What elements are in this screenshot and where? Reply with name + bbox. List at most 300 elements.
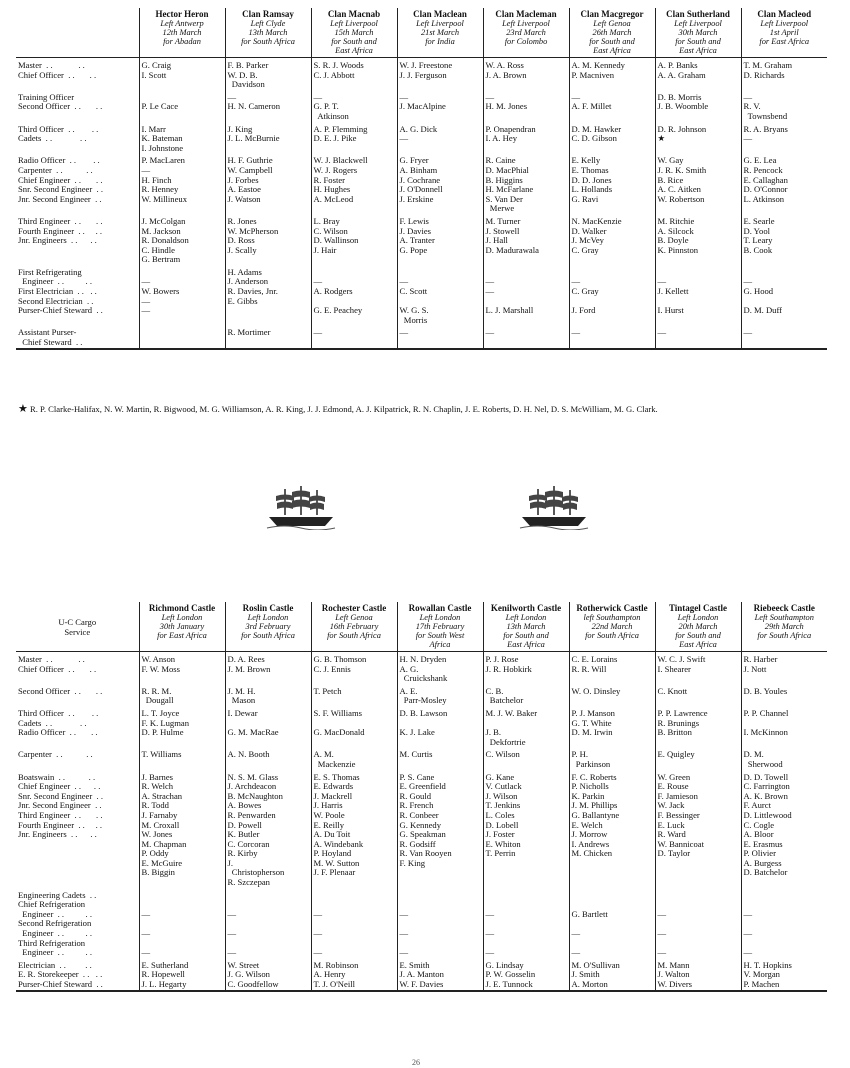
crew-names: P. H. Parkinson xyxy=(571,749,611,769)
crew-names: W. C. J. Swift I. Shearer xyxy=(657,654,706,674)
crew-cell xyxy=(741,325,827,348)
crew-names: P. J. Rose J. R. Hobkirk xyxy=(485,654,532,674)
crew-cell xyxy=(483,153,569,214)
crew-names: H. Adams J. Anderson R. Davies, Jnr. E. Gibbs xyxy=(227,266,278,306)
crew-names: N. MacKenzie D. Walker J. McVey C. Gray xyxy=(571,215,622,255)
crew-names: F. C. Roberts P. Nicholls K. Parkin J. M. Phillips G. Ballantyne E. Welch J. Morrow I. Andrews M. Chicken xyxy=(571,771,620,859)
ship-header xyxy=(397,602,483,652)
crew-names: — A. Rodgers G. E. Peachey xyxy=(313,276,363,316)
crew-names: F. B. Parker W. D. B. Davidson xyxy=(227,60,269,90)
rank-label: Third Engineer . . . . Fourth Engineer . . . . Jnr. Engineers . . . . xyxy=(18,215,103,246)
crew-names: D. B. Youles xyxy=(743,685,788,696)
voyage-detail: Left Genoa xyxy=(593,19,631,28)
ship-name: Rotherwick Castle xyxy=(576,603,648,613)
voyage-detail: Left Liverpool xyxy=(416,19,464,28)
crew-names: R. Caine D. MacPhial B. Higgins H. McFarlane S. Van Der Merwe xyxy=(485,155,534,214)
rank-label: Radio Officer . . . . Carpenter . . . . Chief Engineer . . . . Snr. Second Engineer . . Jnr. Second Engineer . . xyxy=(18,155,103,204)
voyage-detail: for South Africa xyxy=(241,37,295,46)
rank-label: Boatswain . . . . Chief Engineer . . . . Snr. Second Engineer . . Jnr. Second Engineer . . Third Engineer . . . . Fourth Engineer . . . . Jnr. Engineers . . . . xyxy=(18,771,103,840)
crew-row xyxy=(16,770,827,888)
crew-names: — — L. J. Marshall xyxy=(485,276,534,316)
crew-cell xyxy=(397,122,483,154)
crew-names: D. M. Sherwood xyxy=(743,749,783,769)
voyage-detail: East Africa xyxy=(679,640,717,649)
crew-row xyxy=(16,153,827,214)
ship-name: Clan Macgregor xyxy=(580,9,644,19)
crew-cell xyxy=(139,90,225,122)
crew-cell xyxy=(311,325,397,348)
crew-cell xyxy=(569,958,655,991)
crew-rows xyxy=(16,652,827,991)
crew-cell xyxy=(225,652,311,684)
voyage-detail: 22nd March xyxy=(591,622,633,631)
voyage-detail: 23rd March xyxy=(506,28,546,37)
crew-names: — xyxy=(657,327,667,338)
crew-cell xyxy=(225,958,311,991)
page-number: 26 xyxy=(412,1058,420,1067)
crew-names: P. MacLaren — H. Finch R. Henney W. Millineux xyxy=(141,155,188,204)
crew-cell xyxy=(741,90,827,122)
crew-names: E. Sutherland R. Hopewell J. L. Hegarty xyxy=(141,959,189,989)
crew-cell xyxy=(483,684,569,706)
voyage-detail: East Africa xyxy=(335,46,373,55)
crew-cell xyxy=(225,706,311,747)
crew-cell xyxy=(397,706,483,747)
crew-cell xyxy=(139,747,225,769)
crew-names: L. Bray C. Wilson D. Wallinson J. Hair xyxy=(313,215,359,255)
crew-cell xyxy=(311,747,397,769)
crew-names: J. M. H. Mason xyxy=(227,685,256,706)
voyage-detail: Left London xyxy=(247,613,289,622)
crew-cell xyxy=(483,90,569,122)
voyage-detail: 26th March xyxy=(592,28,632,37)
voyage-detail: for South Africa xyxy=(757,631,812,640)
crew-cell xyxy=(225,325,311,348)
crew-cell xyxy=(655,325,741,348)
voyage-detail: Left Liverpool xyxy=(760,19,809,28)
crew-cell xyxy=(741,706,827,747)
crew-names: — — — xyxy=(485,908,495,958)
voyage-detail: 3rd February xyxy=(245,622,291,631)
crew-names: H. N. Dryden A. G. Cruickshank xyxy=(399,654,448,684)
voyage-detail: East Africa xyxy=(507,640,545,649)
crew-rows xyxy=(16,58,827,349)
crew-cell xyxy=(569,90,655,122)
rank-label: Engineering Cadets . . Chief Refrigeration Engineer . . . . Second Refrigeration Engineer . . . . Third Refrigeration Engineer . . . . xyxy=(18,889,97,958)
crew-names: M. Mann J. Walton W. Divers xyxy=(657,959,693,989)
voyage-detail: for South and xyxy=(675,631,721,640)
crew-names: C. B. Batchelor xyxy=(485,685,524,706)
crew-cell xyxy=(139,214,225,265)
voyage-detail: for South Africa xyxy=(585,631,639,640)
crew-cell xyxy=(139,652,225,684)
crew-names: — H. M. Jones xyxy=(485,91,528,112)
crew-cell xyxy=(139,888,225,958)
crew-names: J. McColgan M. Jackson R. Donaldson C. Hindle G. Bertram xyxy=(141,215,189,265)
rank-label: Third Officer . . . . Cadets . . . . Radio Officer . . . . xyxy=(18,707,99,738)
crew-names: C. Knott xyxy=(657,685,688,696)
voyage-detail: Left Antwerp xyxy=(160,19,204,28)
star-icon: ★ xyxy=(18,403,28,415)
crew-row xyxy=(16,90,827,122)
crew-names: P. J. Manson G. T. White D. M. Irwin xyxy=(571,707,615,738)
crew-names: A. P. Banks A. A. Graham xyxy=(657,60,706,80)
crew-names: T. M. Graham D. Richards xyxy=(743,60,793,80)
crew-table-uc-cargo xyxy=(16,602,827,992)
crew-names: M. J. W. Baker J. B. Dekfortrie xyxy=(485,707,538,747)
crew-names: J. Barnes R. Welch A. Strachan R. Todd J. Farnaby M. Croxall W. Jones M. Chapman P. Oddy E. McGuire B. Biggin xyxy=(141,771,187,878)
crew-cell xyxy=(139,122,225,154)
crew-cell xyxy=(741,684,827,706)
crew-names: E. S. Thomas E. Edwards J. Mackrell J. Harris W. Poole E. Reilly A. Du Toit A. Windebank P. Hoyland M. W. Sutton J. F. Plenaar xyxy=(313,771,364,878)
crew-cell xyxy=(397,888,483,958)
crew-names: D. A. Rees J. M. Brown xyxy=(227,654,271,674)
crew-cell xyxy=(569,706,655,747)
crew-names: P. Le Cace xyxy=(141,101,179,112)
crew-names: W. J. Blackwell W. J. Rogers R. Foster H. Hughes A. McLeod xyxy=(313,155,368,204)
voyage-detail: left Southampton xyxy=(583,613,641,622)
crew-cell xyxy=(655,58,741,90)
crew-cell xyxy=(139,770,225,888)
crew-names: G. E. Lea R. Pencock E. Callaghan D. O'Connor L. Atkinson xyxy=(743,155,788,204)
crew-cell xyxy=(139,153,225,214)
crew-cell xyxy=(655,958,741,991)
rank-label: Assistant Purser- Chief Steward . . xyxy=(16,325,139,348)
voyage-detail: for South West xyxy=(415,631,465,640)
crew-cell xyxy=(225,684,311,706)
crew-cell xyxy=(483,265,569,326)
ship-header xyxy=(311,602,397,652)
crew-cell xyxy=(311,770,397,888)
crew-names: H. T. Hopkins V. Morgan P. Machen xyxy=(743,959,792,989)
crew-names: N. S. M. Glass J. Archdeacon B. McNaughton A. Bowes R. Penwarden D. Powell K. Butler C. Corcoran R. Kirby J. Christopherson R. Szczepan xyxy=(227,771,285,888)
crew-cell xyxy=(311,122,397,154)
crew-cell xyxy=(655,90,741,122)
crew-names: W. A. Ross J. A. Brown xyxy=(485,60,527,80)
voyage-detail: for South and xyxy=(589,37,635,46)
crew-cell xyxy=(483,888,569,958)
crew-cell xyxy=(139,684,225,706)
ship-header xyxy=(655,602,741,652)
crew-cell xyxy=(397,153,483,214)
voyage-detail: for East Africa xyxy=(157,631,207,640)
crew-names: M. O'Sullivan J. Smith A. Morton xyxy=(571,959,620,989)
ship-name: Richmond Castle xyxy=(148,603,216,613)
crew-names: — G. P. T. Atkinson xyxy=(313,91,349,121)
crew-cell xyxy=(311,265,397,326)
voyage-detail: Left London xyxy=(161,613,203,622)
crew-cell xyxy=(311,706,397,747)
voyage-detail: East Africa xyxy=(679,46,717,55)
crew-cell xyxy=(655,770,741,888)
crew-names: — — — xyxy=(141,908,151,958)
voyage-detail: Left Southampton xyxy=(754,613,814,622)
crew-cell xyxy=(655,747,741,769)
crew-names: W. Gay J. R. K. Smith B. Rice A. C. Aitken W. Robertson xyxy=(657,155,707,204)
voyage-detail: for India xyxy=(425,37,455,46)
crew-cell xyxy=(397,325,483,348)
crew-names: — C. Scott W. G. S. Morris xyxy=(399,276,429,325)
crew-cell xyxy=(225,747,311,769)
crew-cell xyxy=(741,888,827,958)
crew-row xyxy=(16,325,827,348)
crew-names: H. F. Guthrie W. Campbell J. Forbes A. Eastoe J. Watson xyxy=(227,155,273,204)
rank-label: Master . . . . Chief Officer . . . . xyxy=(18,60,97,80)
crew-cell xyxy=(569,122,655,154)
ship-name: Clan Macleod xyxy=(757,9,812,19)
crew-cell xyxy=(569,652,655,684)
rank-label: First Refrigerating Engineer . . . . First Electrician . . . . Second Electrician . . Purser-Chief Steward . . xyxy=(18,266,103,316)
crew-names: F. Lewis J. Davies A. Tranter G. Pope xyxy=(399,215,435,255)
crew-row xyxy=(16,888,827,958)
crew-cell xyxy=(397,958,483,991)
voyage-detail: for South and xyxy=(675,37,721,46)
ship-name: Hector Heron xyxy=(155,9,209,19)
crew-cell xyxy=(655,265,741,326)
crew-cell xyxy=(569,214,655,265)
crew-cell xyxy=(397,214,483,265)
crew-cell xyxy=(483,122,569,154)
crew-names: P. P. Lawrence R. Brunings B. Britton xyxy=(657,707,708,738)
ship-header xyxy=(397,8,483,58)
crew-cell xyxy=(569,888,655,958)
voyage-detail: for South Africa xyxy=(327,631,381,640)
rank-label: Training Officer Second Officer . . . . xyxy=(18,91,103,112)
crew-table-clan-line xyxy=(16,8,827,350)
crew-names: T. Williams xyxy=(141,749,182,760)
crew-cell xyxy=(655,706,741,747)
crew-names: E. Searle D. Yool T. Leary B. Cook xyxy=(743,215,775,255)
crew-names: P. P. Channel I. McKinnon xyxy=(743,707,789,738)
crew-names: G. Lindsay P. W. Gosselin J. E. Tunnock xyxy=(485,959,536,989)
ship-header xyxy=(311,8,397,58)
crew-names: I. Marr K. Bateman I. Johnstone xyxy=(141,123,184,153)
crew-cell xyxy=(569,58,655,90)
crew-cell xyxy=(139,265,225,326)
crew-names: D. B. Morris J. B. Woomble xyxy=(657,91,709,112)
crew-names: S. R. J. Woods C. J. Abbott xyxy=(313,60,364,80)
ship-header-row xyxy=(16,602,827,652)
crew-cell xyxy=(139,325,225,348)
crew-names: J. King J. L. McBurnie xyxy=(227,123,280,144)
crew-cell xyxy=(139,706,225,747)
crew-names: M. Curtis xyxy=(399,749,433,760)
crew-cell xyxy=(139,958,225,991)
crew-cell xyxy=(741,265,827,326)
voyage-detail: Left Liverpool xyxy=(502,19,550,28)
crew-names: S. F. Williams G. MacDonald xyxy=(313,707,365,738)
voyage-detail: Left London xyxy=(419,613,461,622)
voyage-detail: 13th March xyxy=(506,622,546,631)
crew-row xyxy=(16,958,827,991)
ship-header-row xyxy=(16,8,827,58)
crew-cell xyxy=(225,265,311,326)
ship-header xyxy=(225,8,311,58)
crew-row xyxy=(16,58,827,90)
crew-cell xyxy=(569,770,655,888)
crew-cell xyxy=(139,58,225,90)
crew-cell xyxy=(483,747,569,769)
crew-names: — — — xyxy=(657,908,667,958)
crew-cell xyxy=(655,153,741,214)
crew-cell xyxy=(655,652,741,684)
crew-names: E. Smith J. A. Manton W. F. Davies xyxy=(399,959,444,989)
crew-cell xyxy=(225,58,311,90)
crew-names: — H. N. Cameron xyxy=(227,91,281,112)
crew-cell xyxy=(569,265,655,326)
crew-names: A. M. Mackenzie xyxy=(313,749,356,769)
crew-cell xyxy=(225,214,311,265)
crew-cell xyxy=(741,652,827,684)
crew-cell xyxy=(483,958,569,991)
rank-label: Master . . . . Chief Officer . . . . xyxy=(18,654,97,674)
service-label: U-C Cargo Service xyxy=(16,602,139,652)
crew-names: R. Harber J. Nott xyxy=(743,654,778,674)
crew-cell xyxy=(483,652,569,684)
crew-names: A. E. Parr-Mosley xyxy=(399,685,447,706)
rank-label: Second Officer . . . . xyxy=(18,685,103,696)
crew-names: C. E. Lorains R. R. Will xyxy=(571,654,618,674)
crew-row xyxy=(16,684,827,706)
crew-cell xyxy=(741,770,827,888)
crew-cell xyxy=(483,58,569,90)
ship-header xyxy=(741,602,827,652)
crew-cell xyxy=(741,58,827,90)
cadets-footnote xyxy=(18,404,823,414)
ship-header xyxy=(741,8,827,58)
voyage-detail: 12th March xyxy=(162,28,202,37)
crew-names: D. R. Johnson ★ xyxy=(657,123,707,144)
ship-header xyxy=(139,8,225,58)
voyage-detail: 13th March xyxy=(248,28,288,37)
crew-names: — — — xyxy=(743,908,753,958)
crew-cell xyxy=(225,90,311,122)
crew-cell xyxy=(311,153,397,214)
ship-name: Clan Sutherland xyxy=(666,9,730,19)
crew-cell xyxy=(397,684,483,706)
voyage-detail: 16th February xyxy=(329,622,379,631)
ship-name: Kenilworth Castle xyxy=(490,603,562,613)
crew-cell xyxy=(311,90,397,122)
voyage-detail: 29th March xyxy=(764,622,804,631)
crew-names: W. Street J. G. Wilson C. Goodfellow xyxy=(227,959,279,989)
ship-name: Tintagel Castle xyxy=(668,603,728,613)
crew-cell xyxy=(483,325,569,348)
crew-cell xyxy=(569,684,655,706)
crew-names: R. R. M. Dougall xyxy=(141,685,174,706)
ship-name: Clan Ramsay xyxy=(242,9,294,19)
ship-header xyxy=(655,8,741,58)
crew-cell xyxy=(655,888,741,958)
crew-names: E. Quigley xyxy=(657,749,695,760)
ship-header xyxy=(569,8,655,58)
crew-names: M. Ritchie A. Silcock B. Doyle K. Pinnston xyxy=(657,215,699,255)
crew-cell xyxy=(741,747,827,769)
crew-names: W. Green E. Rouse F. Jamieson W. Jack F. Bessinger E. Luck R. Ward W. Bannicoat D. Taylor xyxy=(657,771,704,859)
crew-names: — xyxy=(571,327,581,338)
ship-name: Rowallan Castle xyxy=(408,603,472,613)
voyage-detail: 30th January xyxy=(159,622,205,631)
voyage-detail: 21st March xyxy=(420,28,460,37)
voyage-detail: for South Africa xyxy=(241,631,295,640)
crew-cell xyxy=(311,214,397,265)
crew-names: — W. Bowers — — xyxy=(141,276,180,316)
voyage-detail: East Africa xyxy=(593,46,631,55)
crew-cell xyxy=(741,153,827,214)
crew-names: W. Anson F. W. Moss xyxy=(141,654,180,674)
crew-names: — J. Kellett I. Hurst xyxy=(657,276,689,316)
crew-row xyxy=(16,214,827,265)
sailing-ship-icon xyxy=(518,484,590,530)
crew-names: C. Wilson xyxy=(485,749,520,760)
crew-names: — xyxy=(743,327,753,338)
crew-cell xyxy=(311,888,397,958)
crew-names: — C. Gray J. Ford xyxy=(571,276,599,316)
service-label xyxy=(16,8,139,58)
crew-names: — xyxy=(313,327,323,338)
crew-names: P. Onapendran I. A. Hey xyxy=(485,123,536,144)
crew-names: — xyxy=(399,327,409,338)
voyage-detail: Left London xyxy=(505,613,547,622)
crew-cell xyxy=(741,958,827,991)
crew-cell xyxy=(397,265,483,326)
voyage-detail: 1st April xyxy=(769,28,799,37)
rank-label: Carpenter . . . . xyxy=(18,749,93,760)
crew-names: D. D. Towell C. Farrington A. K. Brown F. Aurct D. Littlewood C. Cogle A. Bloor E. Erasmus P. Olivier A. Burgess D. Batchelor xyxy=(743,771,792,878)
crew-row xyxy=(16,122,827,154)
crew-names: W. J. Freestone J. J. Ferguson xyxy=(399,60,453,80)
voyage-detail: Left Liverpool xyxy=(674,19,722,28)
crew-cell xyxy=(397,652,483,684)
crew-cell xyxy=(397,747,483,769)
ship-header xyxy=(139,602,225,652)
ship-name: Clan Macleman xyxy=(495,9,557,19)
voyage-detail: Left London xyxy=(677,613,719,622)
crew-cell xyxy=(225,770,311,888)
rank-label: Third Officer . . . . Cadets . . . . xyxy=(18,123,99,144)
voyage-detail: for East Africa xyxy=(759,37,810,46)
crew-names: — G. Hood D. M. Duff xyxy=(743,276,783,316)
ship-name: Clan Macnab xyxy=(327,9,381,19)
crew-names: L. T. Joyce F. K. Lugman D. P. Hulme xyxy=(141,707,190,738)
crew-names: R. Jones W. McPherson D. Ross J. Scally xyxy=(227,215,279,255)
crew-names: T. Petch xyxy=(313,685,342,696)
voyage-detail: Left Liverpool xyxy=(330,19,378,28)
crew-cell xyxy=(225,888,311,958)
crew-cell xyxy=(225,153,311,214)
crew-names: A. G. Dick — xyxy=(399,123,438,144)
crew-cell xyxy=(569,153,655,214)
voyage-detail: Africa xyxy=(429,640,451,649)
crew-names: W. O. Dinsley xyxy=(571,685,621,696)
ship-name: Riebeeck Castle xyxy=(753,603,815,613)
crew-cell xyxy=(655,122,741,154)
crew-cell xyxy=(741,214,827,265)
voyage-detail: 17th February xyxy=(415,622,465,631)
ship-header xyxy=(569,602,655,652)
voyage-detail: for South and xyxy=(503,631,549,640)
crew-names: — R. V. Townsbend xyxy=(743,91,788,121)
crew-names: A. N. Booth xyxy=(227,749,270,760)
voyage-detail: for South and xyxy=(331,37,377,46)
rank-label: Electrician . . . . E. R. Storekeeper . . . . Purser-Chief Steward . . xyxy=(16,958,139,991)
crew-names: G. B. Thomson C. J. Ennis xyxy=(313,654,367,674)
crew-cell xyxy=(311,684,397,706)
crew-row xyxy=(16,747,827,769)
crew-names: G. Kane V. Cutlack J. Wilson T. Jenkins L. Coles D. Lobell J. Foster E. Whiton T. Perrin xyxy=(485,771,522,859)
ship-name: Rochester Castle xyxy=(321,603,387,613)
crew-names: G. Bartlett — — xyxy=(571,908,608,958)
